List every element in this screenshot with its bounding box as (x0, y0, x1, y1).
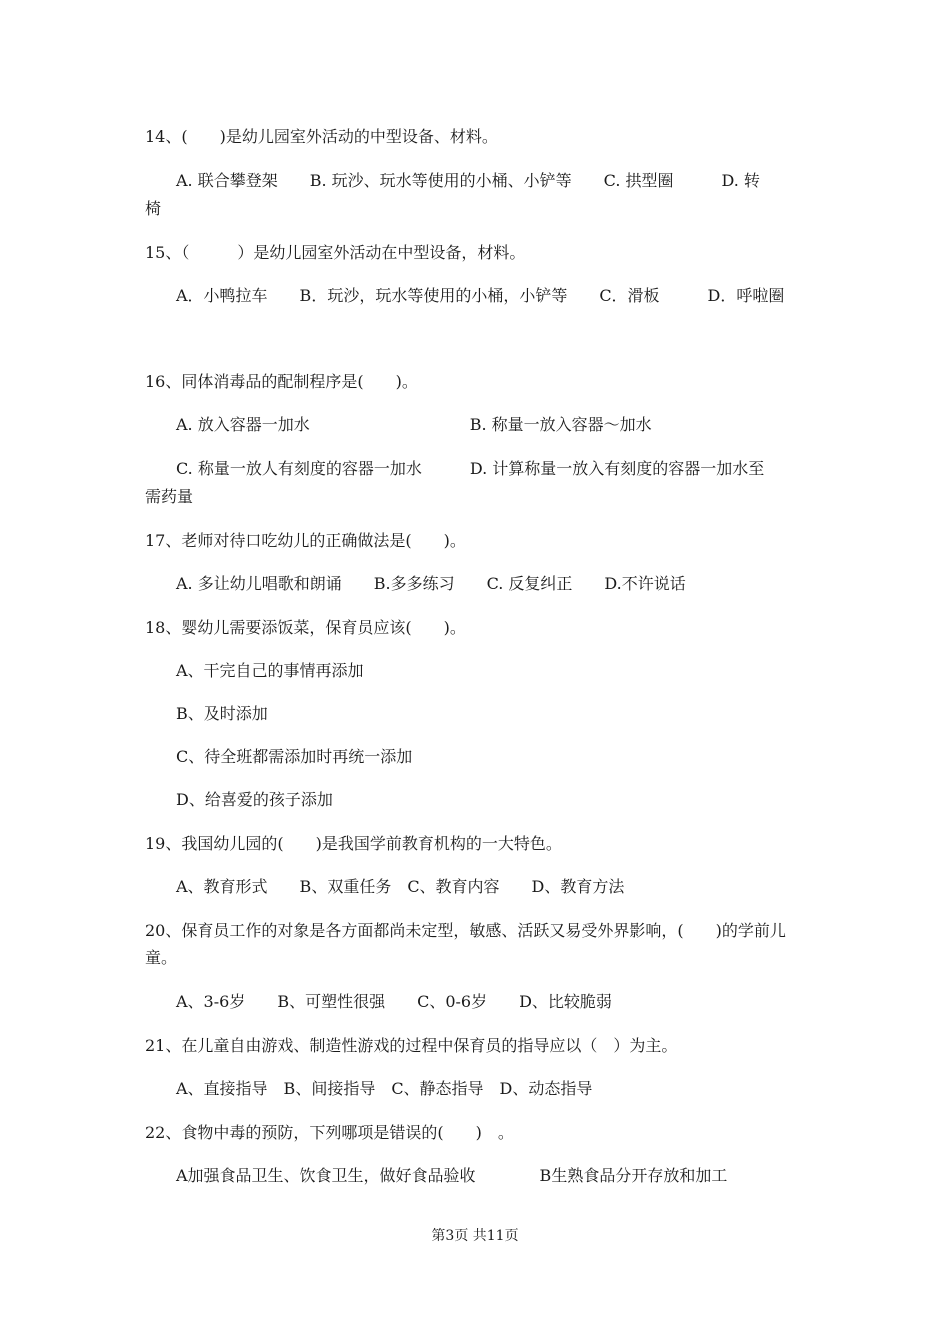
question-22-options: A加强食品卫生、饮食卫生，做好食品验收 B生熟食品分开存放和加工 (176, 1166, 728, 1185)
question-17-stem: 17、老师对待口吃幼儿的正确做法是( )。 (145, 531, 466, 550)
question-16-options-row1: A. 放入容器一加水 B. 称量一放入容器～加水 (176, 415, 652, 434)
question-16-options-wrap: 需药量 (145, 487, 194, 506)
question-20-stem-wrap: 童。 (145, 948, 178, 967)
question-17-options: A. 多让幼儿唱歌和朗诵 B.多多练习 C. 反复纠正 D.不许说话 (176, 574, 686, 593)
question-18-option-d: D、给喜爱的孩子添加 (176, 790, 333, 809)
page-number-footer: 第3页 共11页 (431, 1228, 519, 1244)
question-18-stem: 18、婴幼儿需要添饭菜，保育员应该( )。 (145, 618, 466, 637)
question-18-option-c: C、待全班都需添加时再统一添加 (176, 747, 413, 766)
question-15-stem: 15、（ ）是幼儿园室外活动在中型设备，材料。 (145, 243, 526, 262)
question-19-stem: 19、我国幼儿园的( )是我国学前教育机构的一大特色。 (145, 834, 562, 853)
question-15-options: A．小鸭拉车 B．玩沙，玩水等使用的小桶，小铲等 C．滑板 D．呼啦圈 (176, 286, 785, 305)
question-21-stem: 21、在儿童自由游戏、制造性游戏的过程中保育员的指导应以（ ）为主。 (145, 1036, 678, 1055)
question-18-option-a: A、干完自己的事情再添加 (176, 661, 364, 680)
question-18-option-b: B、及时添加 (176, 704, 268, 723)
question-16-options-row2: C. 称量一放人有刻度的容器一加水 D. 计算称量一放入有刻度的容器一加水至 (176, 459, 765, 478)
question-21-options: A、直接指导 B、间接指导 C、静态指导 D、动态指导 (176, 1079, 593, 1098)
question-16-stem: 16、同体消毒品的配制程序是( )。 (145, 372, 418, 391)
question-20-options: A、3-6岁 B、可塑性很强 C、0-6岁 D、比较脆弱 (176, 992, 612, 1011)
question-14-stem: 14、( )是幼儿园室外活动的中型设备、材料。 (145, 127, 498, 146)
question-22-stem: 22、食物中毒的预防，下列哪项是错误的( ) 。 (145, 1123, 514, 1142)
question-14-options: A. 联合攀登架 B. 玩沙、玩水等使用的小桶、小铲等 C. 拱型圈 D. 转 (176, 171, 760, 190)
question-19-options: A、教育形式 B、双重任务 C、教育内容 D、教育方法 (176, 877, 625, 896)
question-14-options-wrap: 椅 (145, 199, 162, 218)
question-20-stem: 20、保育员工作的对象是各方面都尚未定型，敏感、活跃又易受外界影响，( )的学前儿 (145, 921, 786, 940)
